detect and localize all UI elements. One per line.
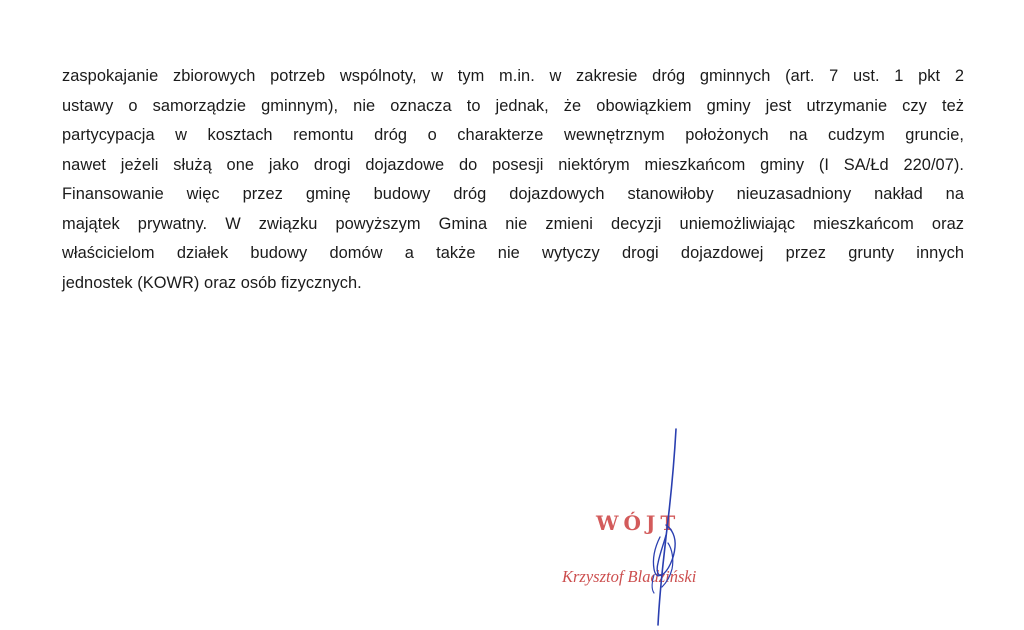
handwritten-signature	[548, 425, 768, 630]
stamp-title: WÓJT	[596, 511, 681, 535]
text-line: partycypacja w kosztach remontu dróg o charakterze wewnętrznym położonych na cudzym gruncie,	[62, 126, 964, 144]
text-line: ustawy o samorządzie gminnym), nie oznacza to jednak, że obowiązkiem gminy jest utrzymanie czy też	[62, 96, 964, 115]
text-line: nawet jeżeli służą one jako drogi dojazdowe do posesji niektórym mieszkańcom gminy (I SA/Łd 220/07).	[62, 155, 964, 174]
text-line: jednostek (KOWR) oraz osób fizycznych.	[62, 273, 362, 292]
signature-block	[548, 425, 768, 630]
text-line: właścicielom działek budowy domów a także nie wytyczy drogi dojazdowej przez grunty innych	[62, 244, 964, 262]
body-paragraph	[62, 62, 964, 298]
text-line: Finansowanie więc przez gminę budowy dróg dojazdowych stanowiłoby nieuzasadniony nakład na	[62, 185, 964, 203]
text-line: majątek prywatny. W związku powyższym Gmina nie zmieni decyzji uniemożliwiając mieszkańcom oraz	[62, 214, 964, 233]
text-line: zaspokajanie zbiorowych potrzeb wspólnoty, w tym m.in. w zakresie dróg gminnych (art. 7 ust. 1 pkt 2	[62, 67, 964, 85]
stamp-name: Krzysztof Bladziński	[562, 567, 697, 586]
